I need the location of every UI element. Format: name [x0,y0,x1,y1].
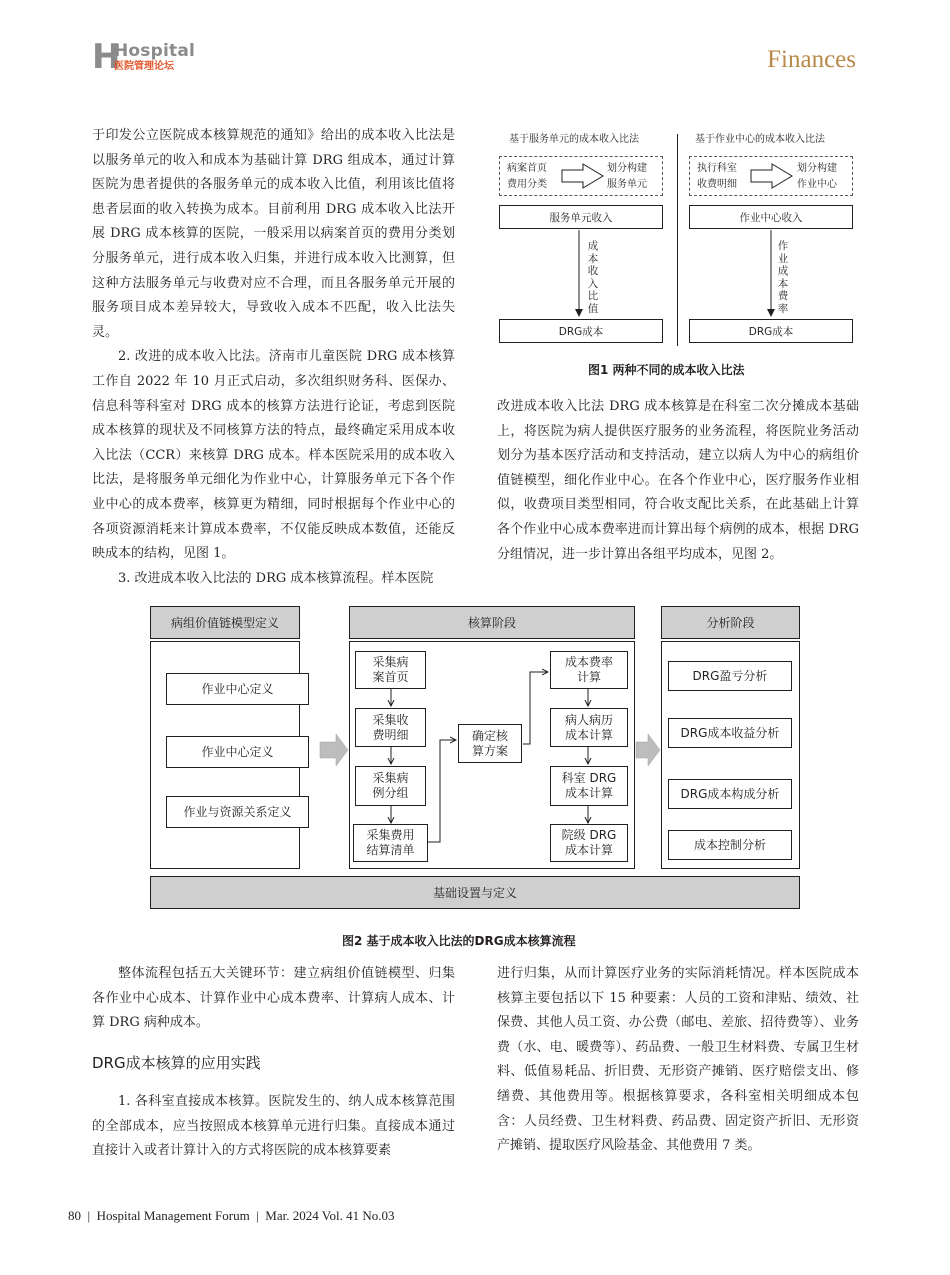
right-from-line-1: 执行科室 [697,163,737,174]
left-drg-cost-box: DRG成本 [499,319,663,343]
analysis-item: DRG成本收益分析 [668,718,792,748]
figure-1-divider [677,134,678,346]
collect-step [355,766,426,806]
logo-wordmark: Hospital [114,41,196,61]
paragraph: 改进成本收入比法 DRG 成本核算是在科室二次分摊成本基础上，将医院为病人提供医疗服务的业务流程，将医院业务活动划分为基本医疗活动和支持活动，建立以病人为中心的病组价值链模型，细化作业中心。在各个作业中心，医疗服务作业相似，收费项目类型相同，符合收支配比关系，在此基础上计算各个作业中心成本费率进而计算出每个病例的成本，根据 DRG 分组情况，进一步计算出各组平均成本，见图 2。 [497,399,859,562]
model-item: 作业中心定义 [166,736,309,768]
figure-2 [150,606,800,910]
step-line-1: 院级 DRG [561,828,617,842]
right-to-line-2: 作业中心 [797,179,837,190]
left-column-bottom-2 [92,1090,455,1164]
step-line-1: 采集费用 [366,828,415,842]
step-line-1: 采集病 [372,771,409,785]
paragraph: 1. 各科室直接成本核算。医院发生的、纳人成本核算范围的全部成本，应当按照成本核算单元进行归集。直接成本通过直接计入或者计算计入的方式将医院的成本核算要素 [92,1094,455,1159]
step-line-2: 算方案 [471,743,508,758]
page-footer: 80 | Hospital Management Forum | Mar. 2024 Vol. 41 No.03 [68,1208,395,1223]
step-line-2: 成本计算 [564,727,613,742]
paragraph: 进行归集，从而计算医疗业务的实际消耗情况。样本医院成本核算主要包括以下 15 种要素：人员的工资和津贴、绩效、社保费、其他人员工资、办公费（邮电、差旅、招待费等）、业务费（水、电、暖费等）、药品费、一般卫生材料费、专属卫生材料、低值易耗品、折旧费、无形资产摊销、医疗赔偿支出、修缮费、其他费用等。根据核算要求，各科室相关明细成本包含：人员经费、卫生材料费、药品费、固定资产折旧、无形资产摊销、提取医疗风险基金、其他费用 7 类。 [497,966,859,1154]
paragraph: 2. 改进的成本收入比法。济南市儿童医院 DRG 成本核算工作自 2022 年 10 月正式启动，多次组织财务科、医保办、信息科等科室对 DRG 成本的核算方法进行论证，考虑到医院成本核算的现状及不同核算方法的特点，最终确定采用成本收入比法（CCR）来核算 DRG 成本。样本医院采用的成本收入比法，是将服务单元细化为作业中心，计算服务单元下各个作业中心的成本费率，核算更为精细，同时根据每个作业中心的各项资源消耗来计算成本费率，不仅能反映成本数值，还能反映成本的结构，见图 1。 [92,349,455,562]
step-line-2: 成本计算 [564,843,613,857]
logo-h-letter: H [92,37,121,77]
calc-step [550,651,628,689]
activity-center-revenue-box: 作业中心收入 [689,205,853,229]
figure-1 [497,128,859,348]
step-line-1: 成本费率 [564,655,613,669]
activity-cost-rate-label: 作业成本费率 [777,240,789,315]
right-to-line-1: 划分构建 [797,163,837,174]
left-column-bottom [92,962,455,1036]
calc-step [550,824,628,862]
figure-1-left-title: 基于服务单元的成本收入比法 [509,134,639,145]
service-unit-revenue-box: 服务单元收入 [499,205,663,229]
step-line-2: 例分组 [372,786,409,800]
step-line-2: 成本计算 [564,786,613,800]
model-item: 作业中心定义 [166,673,309,705]
calc-step [550,766,628,806]
analysis-item: DRG成本构成分析 [668,779,792,809]
right-column-middle [497,395,859,567]
panel-analysis-header: 分析阶段 [661,606,800,639]
model-item: 作业与资源关系定义 [166,796,309,828]
figure-1-caption: 图1 两种不同的成本收入比法 [588,363,745,377]
basic-settings-bar: 基础设置与定义 [150,876,800,909]
determine-plan-box [458,724,522,763]
figure-2-caption: 图2 基于成本收入比法的DRG成本核算流程 [342,934,576,948]
right-column-bottom [497,962,859,1159]
step-line-1: 确定核 [471,728,508,743]
left-column-top [92,124,455,591]
collect-step [355,651,426,689]
step-line-2: 案首页 [372,670,409,684]
paragraph: 3. 改进成本收入比法的 DRG 成本核算流程。样本医院 [118,570,434,586]
panel-model-definition-header: 病组价值链模型定义 [150,606,300,639]
right-drg-cost-box: DRG成本 [689,319,853,343]
step-line-2: 费明细 [372,727,409,742]
right-from-line-2: 收费明细 [697,179,737,190]
left-from-line-2: 费用分类 [507,179,547,190]
figure-1-right-title: 基于作业中心的成本收入比法 [695,134,825,145]
step-line-1: 采集病 [372,655,409,669]
left-to-line-2: 服务单元 [607,179,647,190]
step-line-2: 计算 [576,670,601,684]
analysis-item: DRG盈亏分析 [668,661,792,691]
cost-revenue-ratio-label: 成本收入比值 [587,240,599,315]
step-line-1: 病人病历 [564,712,613,727]
step-line-2: 结算清单 [366,843,415,857]
collect-step [353,824,428,862]
step-line-1: 采集收 [372,712,409,727]
calc-step [550,708,628,747]
section-title: Finances [767,46,856,73]
collect-step [355,708,426,747]
left-from-line-1: 病案首页 [507,163,547,174]
step-line-1: 科室 DRG [561,771,617,785]
paragraph: 整体流程包括五大关键环节：建立病组价值链模型、归集各作业中心成本、计算作业中心成本费率、计算病人成本、计算 DRG 病种成本。 [92,966,455,1031]
paragraph: 于印发公立医院成本核算规范的通知》给出的成本收入比法是以服务单元的收入和成本为基础计算 DRG 组成本，通过计算医院为患者提供的各服务单元的成本收入比值，利用该比值将患者层面的收入转换为成本。目前利用 DRG 成本收入比法开展 DRG 成本核算的医院，一般采用以病案首页的费用分类划分服务单元，进行成本收入归集，并进行成本收入比测算，但这种方法服务单元与收费对应不合理，而且各服务单元开展的服务项目成本差异较大，导致收入成本不匹配，收入比法失灵。 [92,128,455,340]
panel-accounting-header: 核算阶段 [349,606,635,639]
logo-chinese: 医院管理论坛 [114,61,174,72]
analysis-item: 成本控制分析 [668,830,792,860]
section-heading: DRG成本核算的应用实践 [92,1054,261,1072]
left-to-line-1: 划分构建 [607,163,647,174]
